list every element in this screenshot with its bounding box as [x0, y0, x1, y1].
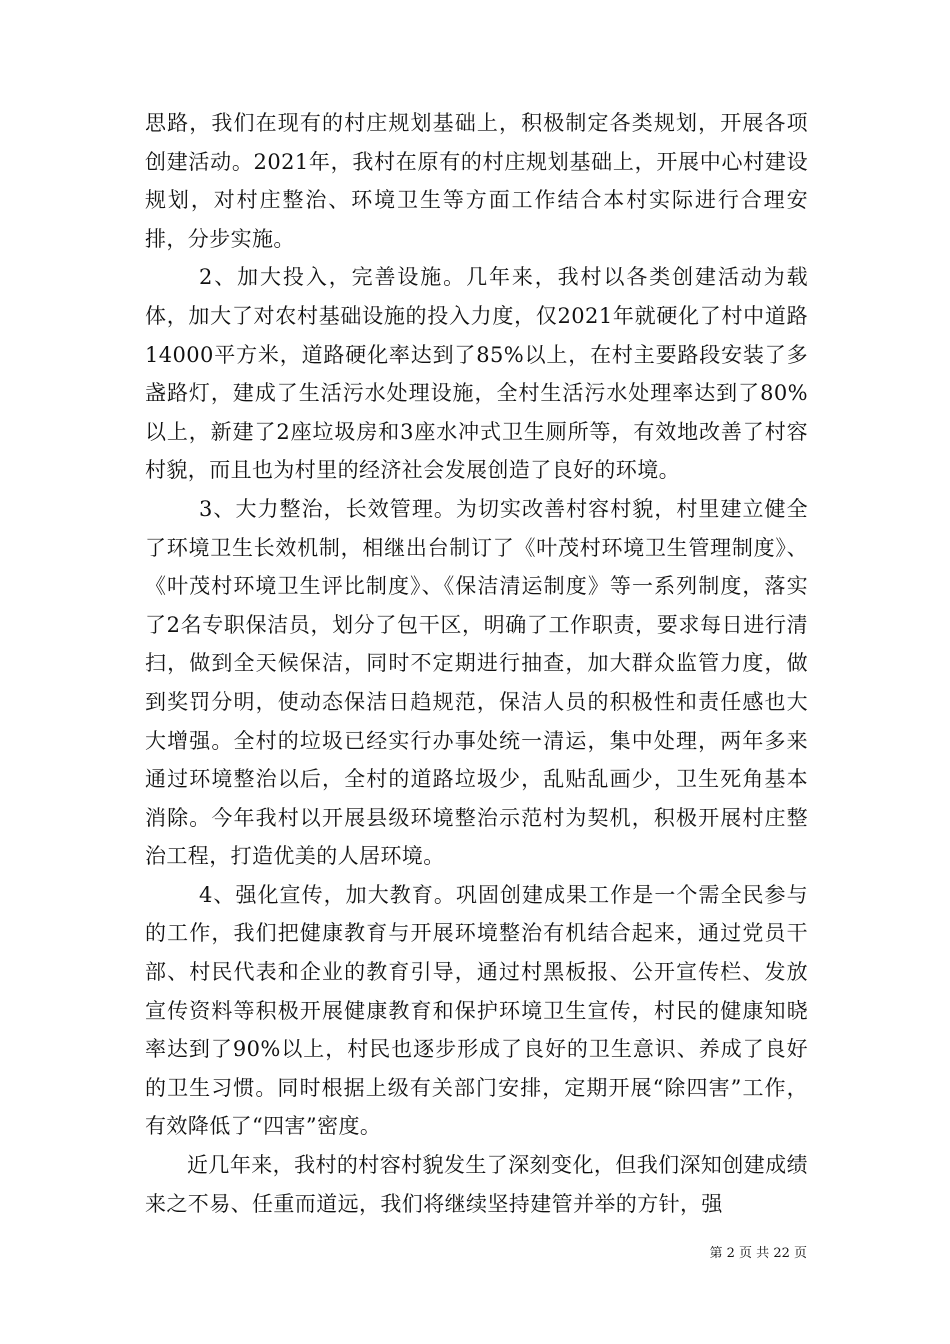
paragraph-management: 3、大力整治，长效管理。为切实改善村容村貌，村里建立健全了环境卫生长效机制，相继出台制订了《叶茂村环境卫生管理制度》、《叶茂村环境卫生评比制度》、《保洁清运制度》等一系列制度，落实了2名专职保洁员，划分了包干区，明确了工作职责，要求每日进行清扫，做到全天候保洁，同时不定期进行抽查，加大群众监管力度，做到奖罚分明，使动态保洁日趋规范，保洁人员的积极性和责任感也大大增强。全村的垃圾已经实行办事处统一清运，集中处理，两年多来通过环境整治以后，全村的道路垃圾少，乱贴乱画少，卫生死角基本消除。今年我村以开展县级环境整治示范村为契机，积极开展村庄整治工程，打造优美的人居环境。: [145, 496, 808, 869]
body-text: [145, 104, 808, 1223]
paragraph-education: 4、强化宣传，加大教育。巩固创建成果工作是一个需全民参与的工作，我们把健康教育与开展环境整治有机结合起来，通过党员干部、村民代表和企业的教育引导，通过村黑板报、公开宣传栏、发放宣传资料等积极开展健康教育和保护环境卫生宣传，村民的健康知晓率达到了90%以上，村民也逐步形成了良好的卫生意识、养成了良好的卫生习惯。同时根据上级有关部门安排，定期开展“除四害”工作，有效降低了“四害”密度。: [145, 882, 808, 1139]
paragraph-planning-continued: 思路，我们在现有的村庄规划基础上，积极制定各类规划，开展各项创建活动。2021年，我村在原有的村庄规划基础上，开展中心村建设规划，对村庄整治、环境卫生等方面工作结合本村实际进行合理安排，分步实施。: [145, 111, 808, 251]
paragraph-conclusion: 近几年来，我村的村容村貌发生了深刻变化，但我们深知创建成绩来之不易、任重而道远，我们将继续坚持建管并举的方针，强: [145, 1153, 808, 1216]
paragraph-investment: 2、加大投入，完善设施。几年来，我村以各类创建活动为载体，加大了对农村基础设施的投入力度，仅2021年就硬化了村中道路14000平方米，道路硬化率达到了85%以上，在村主要路段安装了多盏路灯，建成了生活污水处理设施，全村生活污水处理率达到了80%以上，新建了2座垃圾房和3座水冲式卫生厕所等，有效地改善了村容村貌，而且也为村里的经济社会发展创造了良好的环境。: [145, 265, 808, 483]
page-number-footer: 第 2 页 共 22 页: [709, 1246, 807, 1261]
